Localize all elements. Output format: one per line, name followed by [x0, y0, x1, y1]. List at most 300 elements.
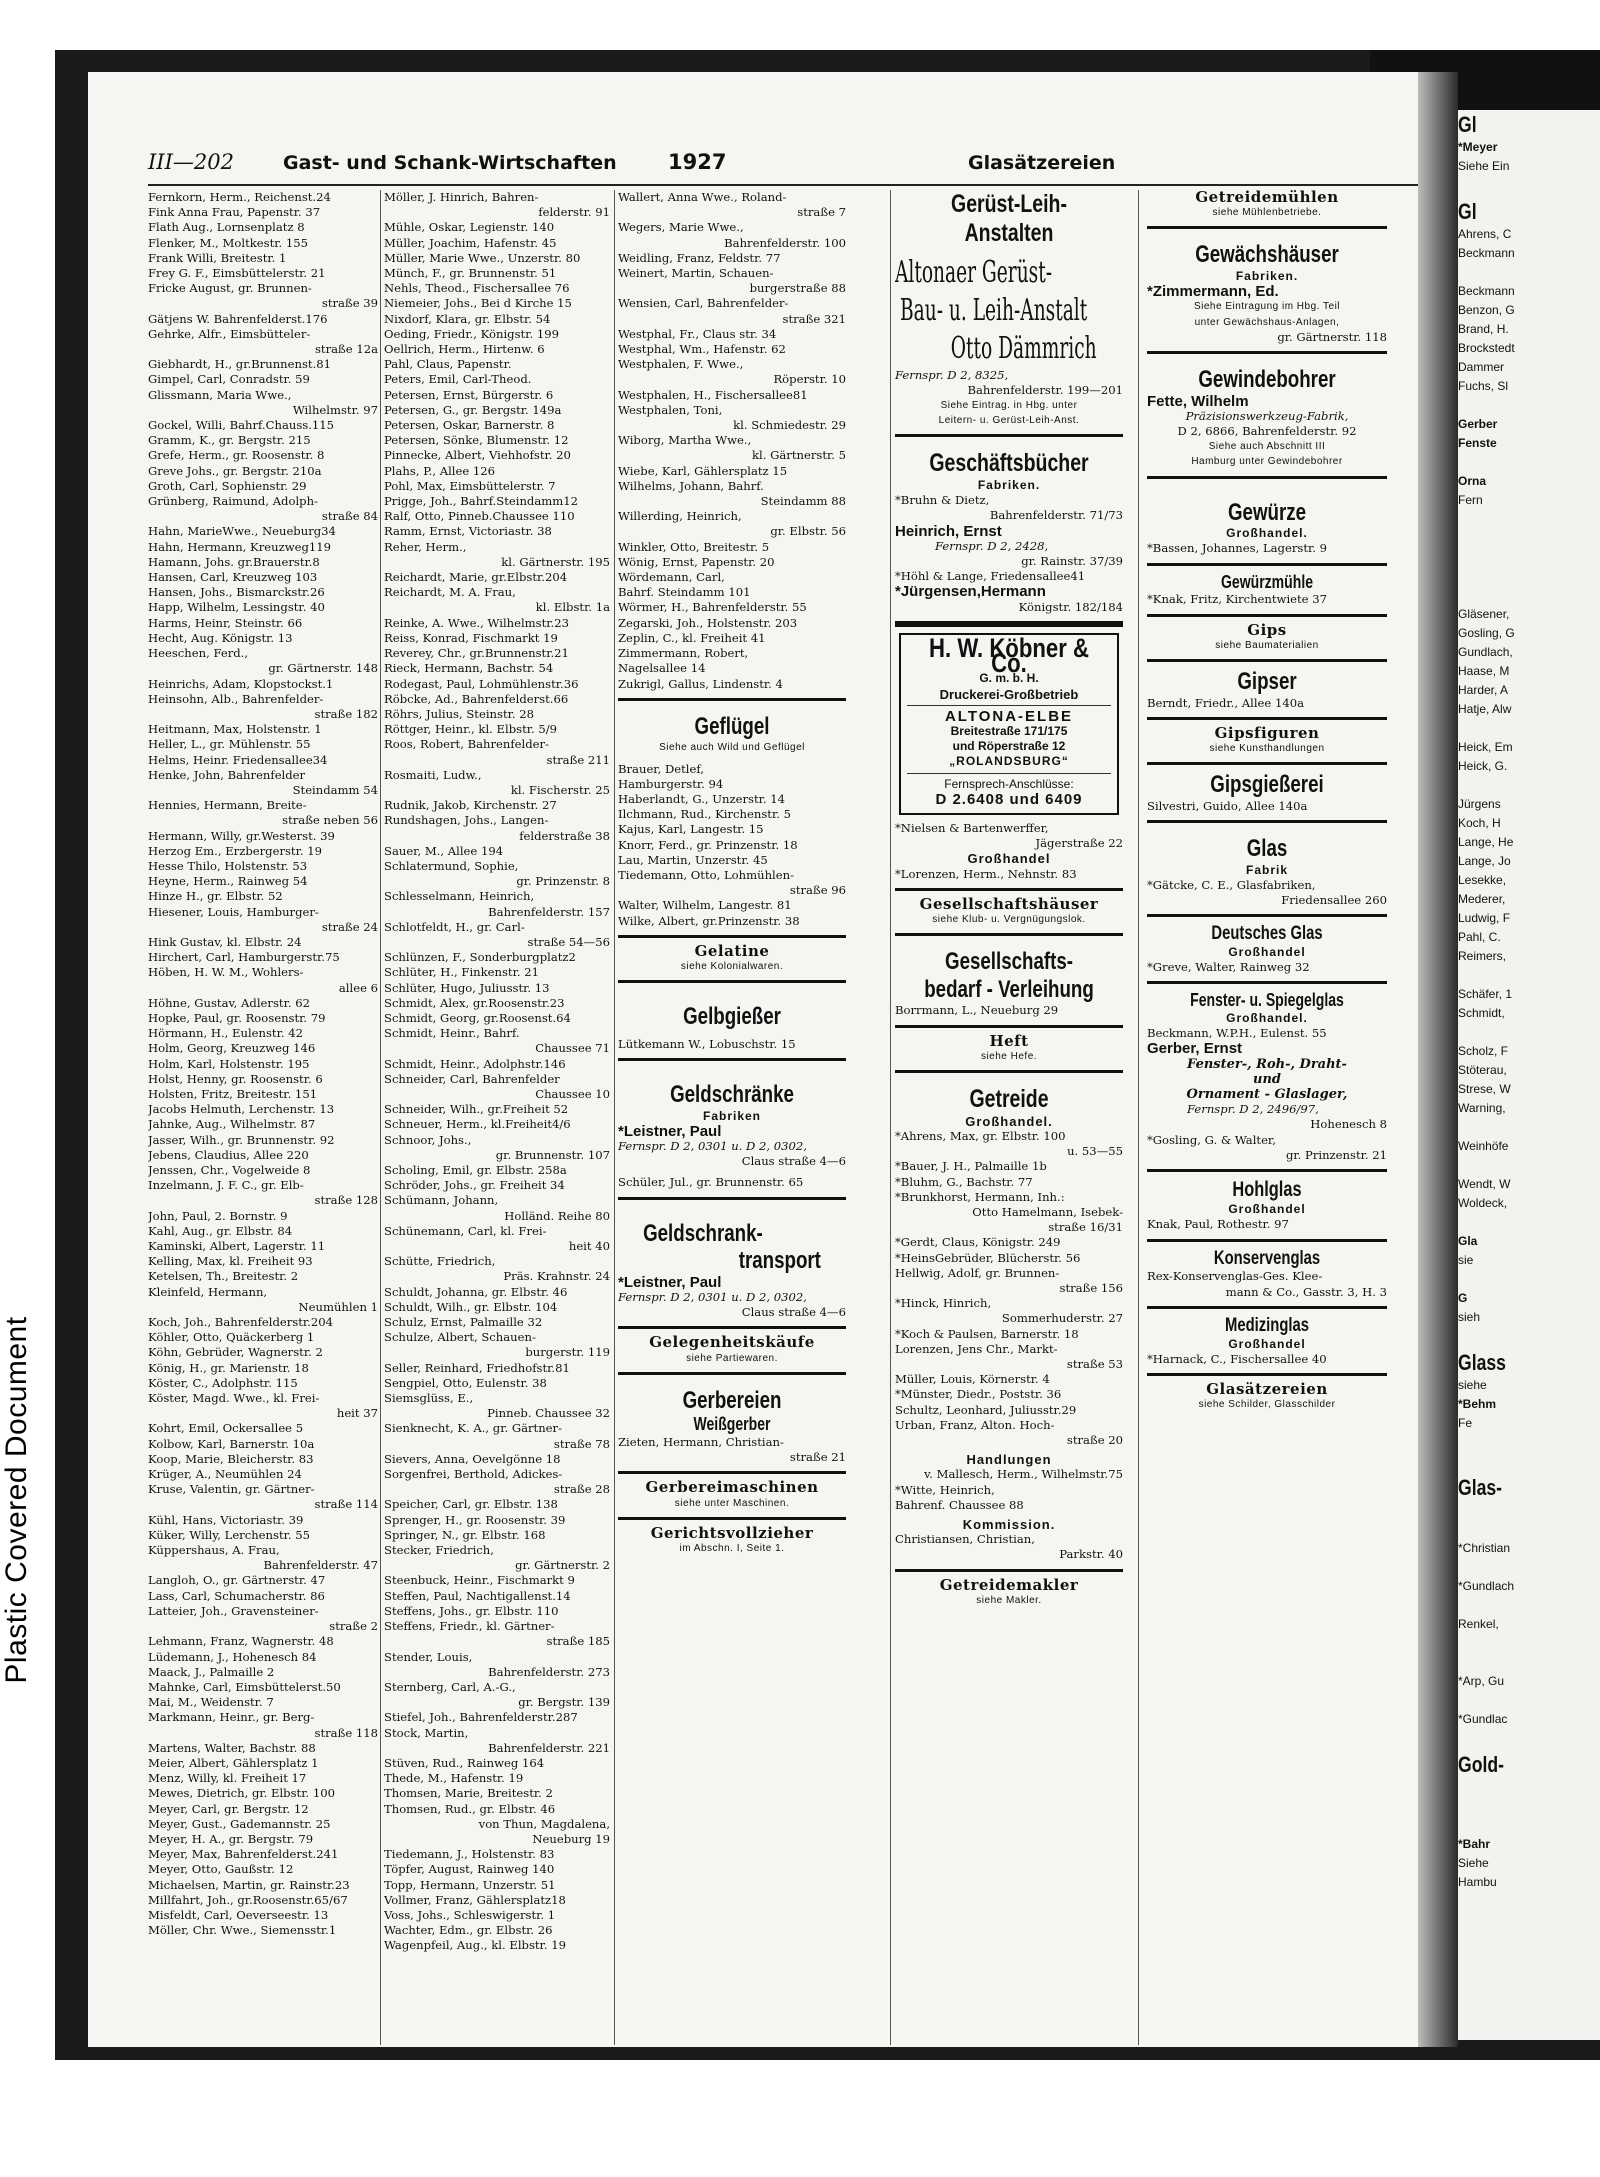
entry-line: Wallert, Anna Wwe., Roland-	[618, 190, 787, 204]
entry-line: Markmann, Heinr., gr. Berg-	[148, 1710, 315, 1725]
next-page-line: Schäfer, 1	[1458, 987, 1513, 1001]
next-page-line: Ahrens, C	[1458, 227, 1512, 241]
entry-line: Hink Gustav, kl. Elbstr. 24	[148, 934, 302, 949]
entry-line: Müller, Marie Wwe., Unzerstr. 80	[384, 250, 581, 265]
entry-line: Schlüter, Hugo, Juliusstr. 13	[384, 980, 550, 995]
next-page-line: Gosling, G	[1458, 626, 1515, 640]
entry-line: Gockel, Willi, Bahrf.Chauss.115	[148, 418, 335, 433]
column-rule	[614, 190, 615, 2045]
page-number: III—202	[148, 150, 234, 174]
section-rule	[1147, 762, 1387, 765]
entry-line: felderstraße 38	[519, 828, 610, 843]
entry-line: Sauer, M., Allee 194	[384, 843, 504, 858]
phone: Fernspr. D 2, 0301 u. D 2, 0302,	[618, 1138, 807, 1153]
note-gesellschaftshaeuser: siehe Klub- u. Vergnügungslok.	[932, 913, 1086, 925]
ad-address: Breitestraße 171/175	[950, 723, 1068, 738]
entry-line: kl. Gärtnerstr. 195	[501, 554, 610, 569]
entry-line: Happ, Wilhelm, Lessingstr. 40	[148, 600, 325, 615]
address: Bahrenfelderstr. 199—201	[967, 382, 1123, 397]
entry-line: Wörmer, H., Bahrenfelderstr. 55	[618, 600, 807, 615]
entry-line: Müller, Joachim, Hafenstr. 45	[384, 235, 557, 250]
section-rule	[1147, 1169, 1387, 1172]
next-page-line: Strese, W	[1458, 1082, 1511, 1096]
note-gerichtsvollzieher: im Abschn. I, Seite 1.	[679, 1543, 785, 1555]
heading-gerbereimaschinen: Gerbereimaschinen	[645, 1478, 819, 1497]
entry-line: straße 2	[329, 1619, 378, 1634]
entry: *Knak, Fritz, Kirchentwiete 37	[1147, 592, 1327, 607]
entry-line: straße 118	[314, 1725, 378, 1740]
entry-line: Latteier, Joh., Gravensteiner-	[148, 1603, 319, 1618]
ad-company: H. W. Köbner & Co.	[929, 632, 1089, 679]
entry-line: Möller, J. Hinrich, Bahren-	[384, 190, 539, 204]
subheading-grosshandel: Großhandel	[1228, 944, 1306, 959]
entry-line: Wilhelms, Johann, Bahrf.	[618, 478, 764, 493]
entry-line: Petersen, G., gr. Bergstr. 149a	[384, 402, 562, 417]
entry-line: Hecht, Aug. Königstr. 13	[148, 630, 293, 645]
entry-line: Wensien, Carl, Bahrenfelder-	[618, 296, 789, 311]
heading-hefe: Heft	[989, 1031, 1029, 1050]
next-page-line: Brand, H.	[1458, 322, 1509, 336]
section-rule	[618, 1471, 846, 1474]
entry-line: Scholing, Emil, gr. Elbstr. 258a	[384, 1163, 567, 1177]
entry-line: Schmidt, Heinr., Adolphstr.146	[384, 1056, 566, 1071]
entry-line: Jenssen, Chr., Vogelweide 8	[148, 1163, 311, 1177]
entry-line: straße 321	[782, 311, 846, 326]
note-gelegenheitskaeufe: siehe Partiewaren.	[686, 1352, 778, 1364]
entry-line: Springer, N., gr. Elbstr. 168	[384, 1527, 546, 1542]
next-page-line: Schmidt,	[1458, 1006, 1505, 1020]
entry-line: v. Mallesch, Herm., Wilhelmstr.75	[924, 1467, 1123, 1482]
entry-line: Harms, Heinr, Steinstr. 66	[148, 615, 303, 630]
entry-line: Wördemann, Carl,	[618, 570, 725, 585]
ad-type: Druckerei-Großbetrieb	[939, 686, 1079, 702]
entry-line: straße 84	[321, 509, 378, 524]
entry-line: Mahnke, Carl, Eimsbüttelerst.50	[148, 1679, 341, 1694]
entry-line: Steffens, Johs., gr. Elbstr. 110	[384, 1603, 559, 1618]
next-page-line	[1458, 1454, 1600, 1473]
next-page-line: Gundlach,	[1458, 645, 1513, 659]
next-page-line	[1458, 569, 1600, 588]
entry-line: gr. Gärtnerstr. 148	[268, 661, 378, 676]
entry-line: *Brunkhorst, Hermann, Inh.:	[895, 1189, 1065, 1204]
entry-line: Holm, Karl, Holstenstr. 195	[148, 1056, 310, 1071]
entry-line: Heinsohn, Alb., Bahrenfelder-	[148, 691, 324, 706]
section-rule	[1147, 1239, 1387, 1242]
directory-page	[88, 72, 1418, 2047]
next-page-line	[1458, 1560, 1600, 1579]
ad-city: ALTONA-ELBE	[944, 707, 1074, 725]
kommission-entries	[895, 1532, 1123, 1562]
entry-line: Henke, John, Bahrenfelder	[148, 767, 306, 782]
entry-line: Jacobs Helmuth, Lerchenstr. 13	[148, 1102, 335, 1117]
section-rule	[1147, 820, 1387, 823]
section-rule	[618, 1197, 846, 1200]
entry-line: Greve Johs., gr. Bergstr. 210a	[148, 463, 322, 478]
entry-line: Seller, Reinhard, Friedhofstr.81	[384, 1360, 570, 1375]
entry-line: Nixdorf, Klara, gr. Elbstr. 54	[384, 311, 551, 326]
entry-line: Frank Willi, Breitestr. 1	[148, 250, 287, 265]
next-page-line: Woldeck,	[1458, 1196, 1508, 1210]
section-rule	[895, 1070, 1123, 1073]
gefluegel-entries	[618, 762, 846, 929]
entry-line: Bahrenfelderstr. 100	[724, 235, 846, 250]
entry-line: Holländ. Reihe 80	[504, 1208, 610, 1223]
next-page-line	[1458, 1780, 1600, 1799]
entry-line: Petersen, Sönke, Blumenstr. 12	[384, 433, 569, 448]
entry-line: Schünemann, Carl, kl. Frei-	[384, 1223, 547, 1238]
entry-line: Westphal, Fr., Claus str. 34	[618, 326, 777, 341]
entry-line: straße 114	[314, 1497, 378, 1512]
entry: *Bruhn & Dietz,	[895, 493, 990, 508]
entry-line: Lass, Carl, Schumacherstr. 86	[148, 1588, 325, 1603]
entry-cont: gr. Prinzenstr. 21	[1285, 1147, 1387, 1162]
entry-line: Wiebe, Karl, Gählersplatz 15	[618, 463, 788, 478]
next-page-line: Lange, Jo	[1458, 854, 1511, 868]
entry: Zieten, Hermann, Christian-	[618, 1435, 784, 1450]
entry-line: Röhrs, Julius, Steinstr. 28	[384, 706, 534, 721]
column-rule	[890, 190, 891, 2045]
entry-line: allee 6	[338, 980, 378, 995]
next-page-line: Ludwig, F	[1458, 911, 1511, 925]
entry-line: straße 156	[1059, 1280, 1123, 1295]
heading-geldschrank: Geldschrank-	[643, 1219, 763, 1247]
entry-line: Schulz, Ernst, Palmaille 32	[384, 1315, 543, 1330]
entry-line: Reher, Herm.,	[384, 539, 467, 554]
heading-gewuerzmuehle: Gewürzmühle	[1220, 571, 1314, 592]
next-page-line	[1458, 531, 1600, 550]
address: Claus straße 4—6	[741, 1154, 846, 1169]
entry-line: Sternberg, Carl, A.-G.,	[384, 1679, 516, 1694]
entry-line: Oeding, Friedr., Königstr. 199	[384, 326, 559, 341]
entry-line: *Gerdt, Claus, Königstr. 249	[895, 1235, 1061, 1250]
company-type: und	[1253, 1071, 1281, 1087]
ad-telegram: „ROLANDSBURG“	[949, 754, 1069, 769]
phone: Fernspr. D 2, 0301 u. D 2, 0302,	[618, 1289, 807, 1304]
heading-anstalten: Anstalten	[964, 218, 1054, 247]
entry-line: Schümann, Johann,	[384, 1193, 499, 1208]
next-page-line: Fe	[1458, 1416, 1473, 1430]
entry-line: straße 16/31	[1048, 1220, 1123, 1235]
section-rule	[618, 1517, 846, 1520]
entry-line: Wiborg, Martha Wwe.,	[618, 433, 752, 448]
entry-line: Helms, Heinr. Friedensallee34	[148, 752, 328, 767]
next-page-line	[1458, 1158, 1600, 1177]
next-page-line: Weinhöfe	[1458, 1139, 1509, 1153]
entry-line: Schuldt, Wilh., gr. Elbstr. 104	[384, 1299, 558, 1314]
subheading-fabriken: Fabriken	[702, 1108, 761, 1123]
entry-line: Hahn, MarieWwe., Neueburg34	[148, 524, 336, 539]
heading-bedarf-verleihung: bedarf - Verleihung	[924, 975, 1094, 1003]
note-getreidemuehlen: siehe Mühlenbetriebe.	[1212, 207, 1322, 219]
subheading-grosshandel: Großhandel	[1228, 1202, 1306, 1217]
column-rule	[1138, 190, 1139, 2045]
address: Hohenesch 8	[1310, 1117, 1387, 1132]
heading-gerichtsvollzieher: Gerichtsvollzieher	[650, 1523, 814, 1542]
next-page-line: Lesekke,	[1458, 873, 1507, 887]
next-page-line: siehe	[1458, 1378, 1487, 1392]
next-page-line: Renkel,	[1458, 1617, 1499, 1631]
entry-line: straße 96	[789, 883, 846, 898]
entry-line: Voss, Johs., Schleswigerstr. 1	[384, 1907, 556, 1922]
entry-line: Steffens, Friedr., kl. Gärtner-	[384, 1619, 555, 1634]
next-page-line	[1458, 1329, 1600, 1348]
entry-cont: Friedensallee 260	[1281, 892, 1387, 907]
column-3	[618, 190, 846, 1556]
next-page-line	[1458, 1818, 1600, 1837]
entry-line: Thomsen, Rud., gr. Elbstr. 46	[384, 1801, 556, 1816]
entry-line: straße 7	[797, 205, 846, 220]
entry-line: Pinnecke, Albert, Viehhofstr. 20	[384, 448, 571, 463]
entry-line: Martens, Walter, Bachstr. 88	[148, 1740, 316, 1755]
entry-line: König, H., gr. Marienstr. 18	[148, 1360, 309, 1375]
side-label-text: Plastic Covered Document	[0, 1316, 33, 1684]
ad-phone: D 2.6408 und 6409	[935, 790, 1083, 808]
next-page-line: Heick, G.	[1458, 759, 1508, 773]
entry-line: Hermann, Willy, gr.Westerst. 39	[148, 828, 335, 843]
entry-line: Wönig, Ernst, Papenstr. 20	[618, 554, 775, 569]
entry-line: Urban, Franz, Alton. Hoch-	[895, 1417, 1055, 1432]
section-rule	[1147, 614, 1387, 617]
next-page-line	[1458, 1435, 1600, 1454]
next-page-line: Fern	[1458, 493, 1483, 507]
entry-line: Ilchmann, Rud., Kirchenstr. 5	[618, 807, 791, 822]
entry-line: Flenker, M., Moltkestr. 155	[148, 235, 309, 250]
entry-line: gr. Gärtnerstr. 2	[515, 1558, 610, 1573]
column-5	[1147, 190, 1387, 1413]
entry-line: Neumühlen 1	[298, 1299, 378, 1314]
entry-line: straße 12a	[314, 342, 378, 357]
entry-line: Thede, M., Hafenstr. 19	[384, 1771, 524, 1786]
entry-line: Westphal, Wm., Hafenstr. 62	[618, 342, 786, 357]
next-page-line: G	[1458, 1291, 1468, 1305]
company-name: Heinrich, Ernst	[895, 522, 1002, 540]
phone: Fernspr. D 2, 2496/97,	[1187, 1102, 1319, 1117]
entry-line: gr. Prinzenstr. 8	[516, 874, 610, 889]
entry-line: Parkstr. 40	[1059, 1547, 1123, 1562]
entry-line: straße 20	[1066, 1432, 1123, 1447]
next-page-line: *Gundlach	[1458, 1579, 1515, 1593]
entry-line: Hahn, Hermann, Kreuzweg119	[148, 539, 332, 554]
entry-line: Holm, Georg, Kreuzweg 146	[148, 1041, 316, 1056]
next-page-line: Orna	[1458, 474, 1487, 488]
heading-gipsfiguren: Gipsfiguren	[1214, 723, 1320, 742]
entry-line: Holsten, Fritz, Breitestr. 151	[148, 1086, 318, 1101]
next-page-line: Glas-	[1458, 1475, 1503, 1500]
next-page-line	[1458, 1522, 1600, 1541]
heading-geldschraenke: Geldschränke	[670, 1080, 794, 1108]
entry-line: straße 54—56	[527, 934, 610, 949]
entry-line: Stender, Louis,	[384, 1649, 473, 1664]
next-page-line: Stöterau,	[1458, 1063, 1507, 1077]
entry-line: Präs. Krahnstr. 24	[503, 1269, 610, 1284]
entry: *Bassen, Johannes, Lagerstr. 9	[1147, 541, 1328, 556]
entry-line: Schlüter, H., Finkenstr. 21	[384, 965, 539, 980]
entry: *Lorenzen, Herm., Nehnstr. 83	[895, 866, 1077, 881]
column-3-entries	[618, 190, 846, 692]
entry: Knak, Paul, Rothestr. 97	[1147, 1217, 1289, 1232]
entry-line: Höben, H. W. M., Wohlers-	[148, 965, 304, 980]
address: Claus straße 4—6	[741, 1305, 846, 1320]
entry: Beckmann, W.P.H., Eulenst. 55	[1147, 1026, 1327, 1041]
entry-line: Jahnke, Aug., Wilhelmstr. 87	[148, 1117, 316, 1132]
next-page-line: Pahl, C.	[1458, 930, 1501, 944]
entry-line: Müller, Louis, Körnerstr. 4	[895, 1372, 1050, 1387]
entry-line: Küppershaus, A. Frau,	[148, 1543, 280, 1558]
entry-line: Schlünzen, F., Sonderburgplatz2	[384, 950, 576, 965]
entry-line: Kolbow, Karl, Barnerstr. 10a	[148, 1436, 315, 1451]
entry: *Gosling, G. & Walter,	[1147, 1132, 1276, 1147]
heading-getreidemuehlen: Getreidemühlen	[1195, 188, 1339, 206]
side-label	[0, 1220, 34, 1780]
company-name: Fette, Wilhelm	[1147, 392, 1249, 410]
entry-line: Jasser, Wilh., gr. Brunnenstr. 92	[148, 1132, 335, 1147]
next-page-line: Fenste	[1458, 436, 1497, 450]
entry-line: Wilhelmstr. 97	[292, 402, 378, 417]
subheading-fabriken: Fabriken.	[977, 478, 1041, 493]
entry-line: Steindamm 54	[292, 782, 378, 797]
entry-line: Kühl, Hans, Victoriastr. 39	[148, 1512, 304, 1527]
entry-line: burgerstr. 119	[525, 1345, 610, 1360]
next-page-line: Gerber	[1458, 417, 1498, 431]
entry-line: Sengpiel, Otto, Eulenstr. 38	[384, 1375, 547, 1390]
next-page-line: *Gundlac	[1458, 1712, 1508, 1726]
ad-line-3: Otto Dämmrich	[950, 330, 1097, 366]
next-page-line: Fuchs, Sl	[1458, 379, 1509, 393]
entry-line: Bahrenfelderstr. 47	[263, 1558, 378, 1573]
entry-line: Möller, Chr. Wwe., Siemensstr.1	[148, 1923, 337, 1938]
section-title: Gast- und Schank-Wirtschaften	[283, 152, 617, 174]
entry-line: Schröder, Johs., gr. Freiheit 34	[384, 1178, 565, 1193]
entry-line: *Ahrens, Max, gr. Elbstr. 100	[895, 1128, 1066, 1143]
entry-line: Petersen, Ernst, Bürgerstr. 6	[384, 387, 554, 402]
entry-line: Kleinfeld, Hermann,	[148, 1284, 268, 1299]
entry-line: Rieck, Hermann, Bachstr. 54	[384, 661, 554, 676]
entry-line: Sienknecht, K. A., gr. Gärtner-	[384, 1421, 563, 1436]
entry-line: Mühle, Oskar, Legienstr. 140	[384, 220, 555, 235]
note-glasaetzereien: siehe Schilder, Glasschilder	[1198, 1399, 1336, 1411]
entry-line: Röperstr. 10	[773, 372, 846, 387]
entry-cont: straße 21	[789, 1450, 846, 1465]
entry-line: Plahs, P., Allee 126	[384, 463, 496, 478]
entry-line: gr. Brunnenstr. 107	[495, 1147, 610, 1162]
entry-line: Topp, Hermann, Unzerstr. 51	[384, 1877, 556, 1892]
entry-line: Schütte, Friedrich,	[384, 1254, 496, 1269]
page-gutter	[1418, 72, 1458, 2047]
subheading-grosshandel: Großhandel.	[1226, 1011, 1308, 1026]
entry-line: Oellrich, Herm., Hirtenw. 6	[384, 342, 545, 357]
next-page-line: Scholz, F	[1458, 1044, 1509, 1058]
entry-line: Holst, Henny, gr. Roosenstr. 6	[148, 1071, 323, 1086]
entry-line: Niemeier, Johs., Bei d Kirche 15	[384, 296, 572, 311]
entry-line: gr. Elbstr. 56	[770, 524, 846, 539]
entry-line: Maack, J., Palmaille 2	[148, 1664, 275, 1679]
company-name: Gerber, Ernst	[1147, 1040, 1243, 1058]
section-rule	[618, 698, 846, 701]
heading-glas: Glas	[1246, 834, 1288, 862]
entry-line: Schmidt, Georg, gr.Roosenst.64	[384, 1010, 571, 1025]
phone: Fernspr. D 2, 8325,	[895, 367, 1009, 382]
next-page-line	[1458, 1799, 1600, 1818]
entry-line: Wilke, Albert, gr.Prinzenstr. 38	[618, 913, 800, 928]
entry-line: Steindamm 88	[760, 494, 846, 509]
entry-line: Gimpel, Carl, Conradstr. 59	[148, 372, 310, 387]
next-page-line	[1458, 1655, 1600, 1674]
entry-line: felderstr. 91	[538, 205, 610, 220]
ad-address: und Röperstraße 12	[952, 739, 1066, 754]
entry-line: Millfahrt, Joh., gr.Roosenstr.65/67	[148, 1892, 348, 1907]
entry-line: Langloh, O., gr. Gärtnerstr. 47	[148, 1573, 326, 1588]
entry-line: Steffen, Paul, Nachtigallenst.14	[384, 1588, 571, 1603]
entry-line: Grünberg, Raimund, Adolph-	[148, 494, 318, 509]
entry-line: Nehls, Theod., Fischersallee 76	[384, 281, 570, 296]
entry-line: Brauer, Detlef,	[618, 761, 704, 776]
entry-line: Schlotfeldt, H., gr. Carl-	[384, 919, 525, 934]
entry-line: Lau, Martin, Unzerstr. 45	[618, 852, 768, 867]
heading-gewuerze: Gewürze	[1227, 498, 1307, 526]
next-page-line: Heick, Em	[1458, 740, 1513, 754]
section-rule	[895, 1569, 1123, 1572]
entry-line: Bahrenfelderstr. 221	[488, 1740, 610, 1755]
entry-line: Hörmann, H., Eulenstr. 42	[148, 1026, 303, 1041]
section-rule	[895, 888, 1123, 891]
entry-line: Köhler, Otto, Quäckerberg 1	[148, 1330, 315, 1345]
next-page-line	[1458, 1025, 1600, 1044]
note-gefluegel: Siehe auch Wild und Geflügel	[659, 742, 805, 754]
note: Siehe Eintragung im Hbg. Teil	[1193, 301, 1341, 313]
entry-line: Stock, Martin,	[384, 1725, 469, 1740]
heading-getreide: Getreide	[969, 1084, 1049, 1113]
entry-line: Hesse Thilo, Holstenstr. 53	[148, 858, 308, 873]
next-page-line: *Bahr	[1458, 1837, 1491, 1851]
entry-line: Westphalen, F. Wwe.,	[618, 357, 744, 372]
entry-line: Tiedemann, J., Holstenstr. 83	[384, 1847, 555, 1862]
entry-line: straße 182	[314, 706, 378, 721]
section-rule	[618, 1326, 846, 1329]
ad-line-2: Bau- u. Leih-Anstalt	[899, 292, 1088, 328]
entry-line: straße 39	[321, 296, 378, 311]
entry-line: Reiss, Konrad, Fischmarkt 19	[384, 630, 558, 645]
entry-line: Otto Hamelmann, Isebek-	[972, 1204, 1123, 1219]
section-rule	[895, 1025, 1123, 1028]
entry-line: Kahl, Aug., gr. Elbstr. 84	[148, 1223, 293, 1238]
next-page-line: Warning,	[1458, 1101, 1506, 1115]
column-2-entries	[384, 190, 610, 1954]
entry-line: Westphalen, Toni,	[618, 402, 723, 417]
entry-line: Reverey, Chr., gr.Brunnenstr.21	[384, 646, 569, 661]
next-page-line	[1458, 1215, 1600, 1234]
next-page-line: Benzon, G	[1458, 303, 1515, 317]
company-name: *Leistner, Paul	[618, 1122, 722, 1140]
next-page-line: Mederer,	[1458, 892, 1506, 906]
entry-line: Röbcke, Ad., Bahrenfelderst.66	[384, 691, 569, 706]
entry-line: Sommerhuderstr. 27	[1001, 1311, 1123, 1326]
entry-line: Stiefel, Joh., Bahrenfelderstr.287	[384, 1710, 578, 1725]
entry-line: Menz, Willy, kl. Freiheit 17	[148, 1771, 307, 1786]
next-page-line: Gla	[1458, 1234, 1478, 1248]
section-rule	[618, 980, 846, 983]
next-page-line	[1458, 721, 1600, 740]
entry-line: Hirchert, Carl, Hamburgerstr.75	[148, 950, 340, 965]
entry-line: Knorr, Ferd., gr. Prinzenstr. 18	[618, 837, 798, 852]
entry-line: Hansen, Carl, Kreuzweg 103	[148, 570, 318, 585]
subheading-grosshandel: Großhandel	[1228, 1336, 1306, 1351]
next-page-line: Gläsener,	[1458, 607, 1510, 621]
koebner-ad	[899, 633, 1119, 815]
entry-line: Meyer, Otto, Gaußstr. 12	[148, 1862, 294, 1877]
section-rule	[618, 935, 846, 938]
entry-line: Kajus, Karl, Langestr. 15	[618, 822, 764, 837]
subheading-grosshandel: Großhandel.	[965, 1113, 1053, 1129]
